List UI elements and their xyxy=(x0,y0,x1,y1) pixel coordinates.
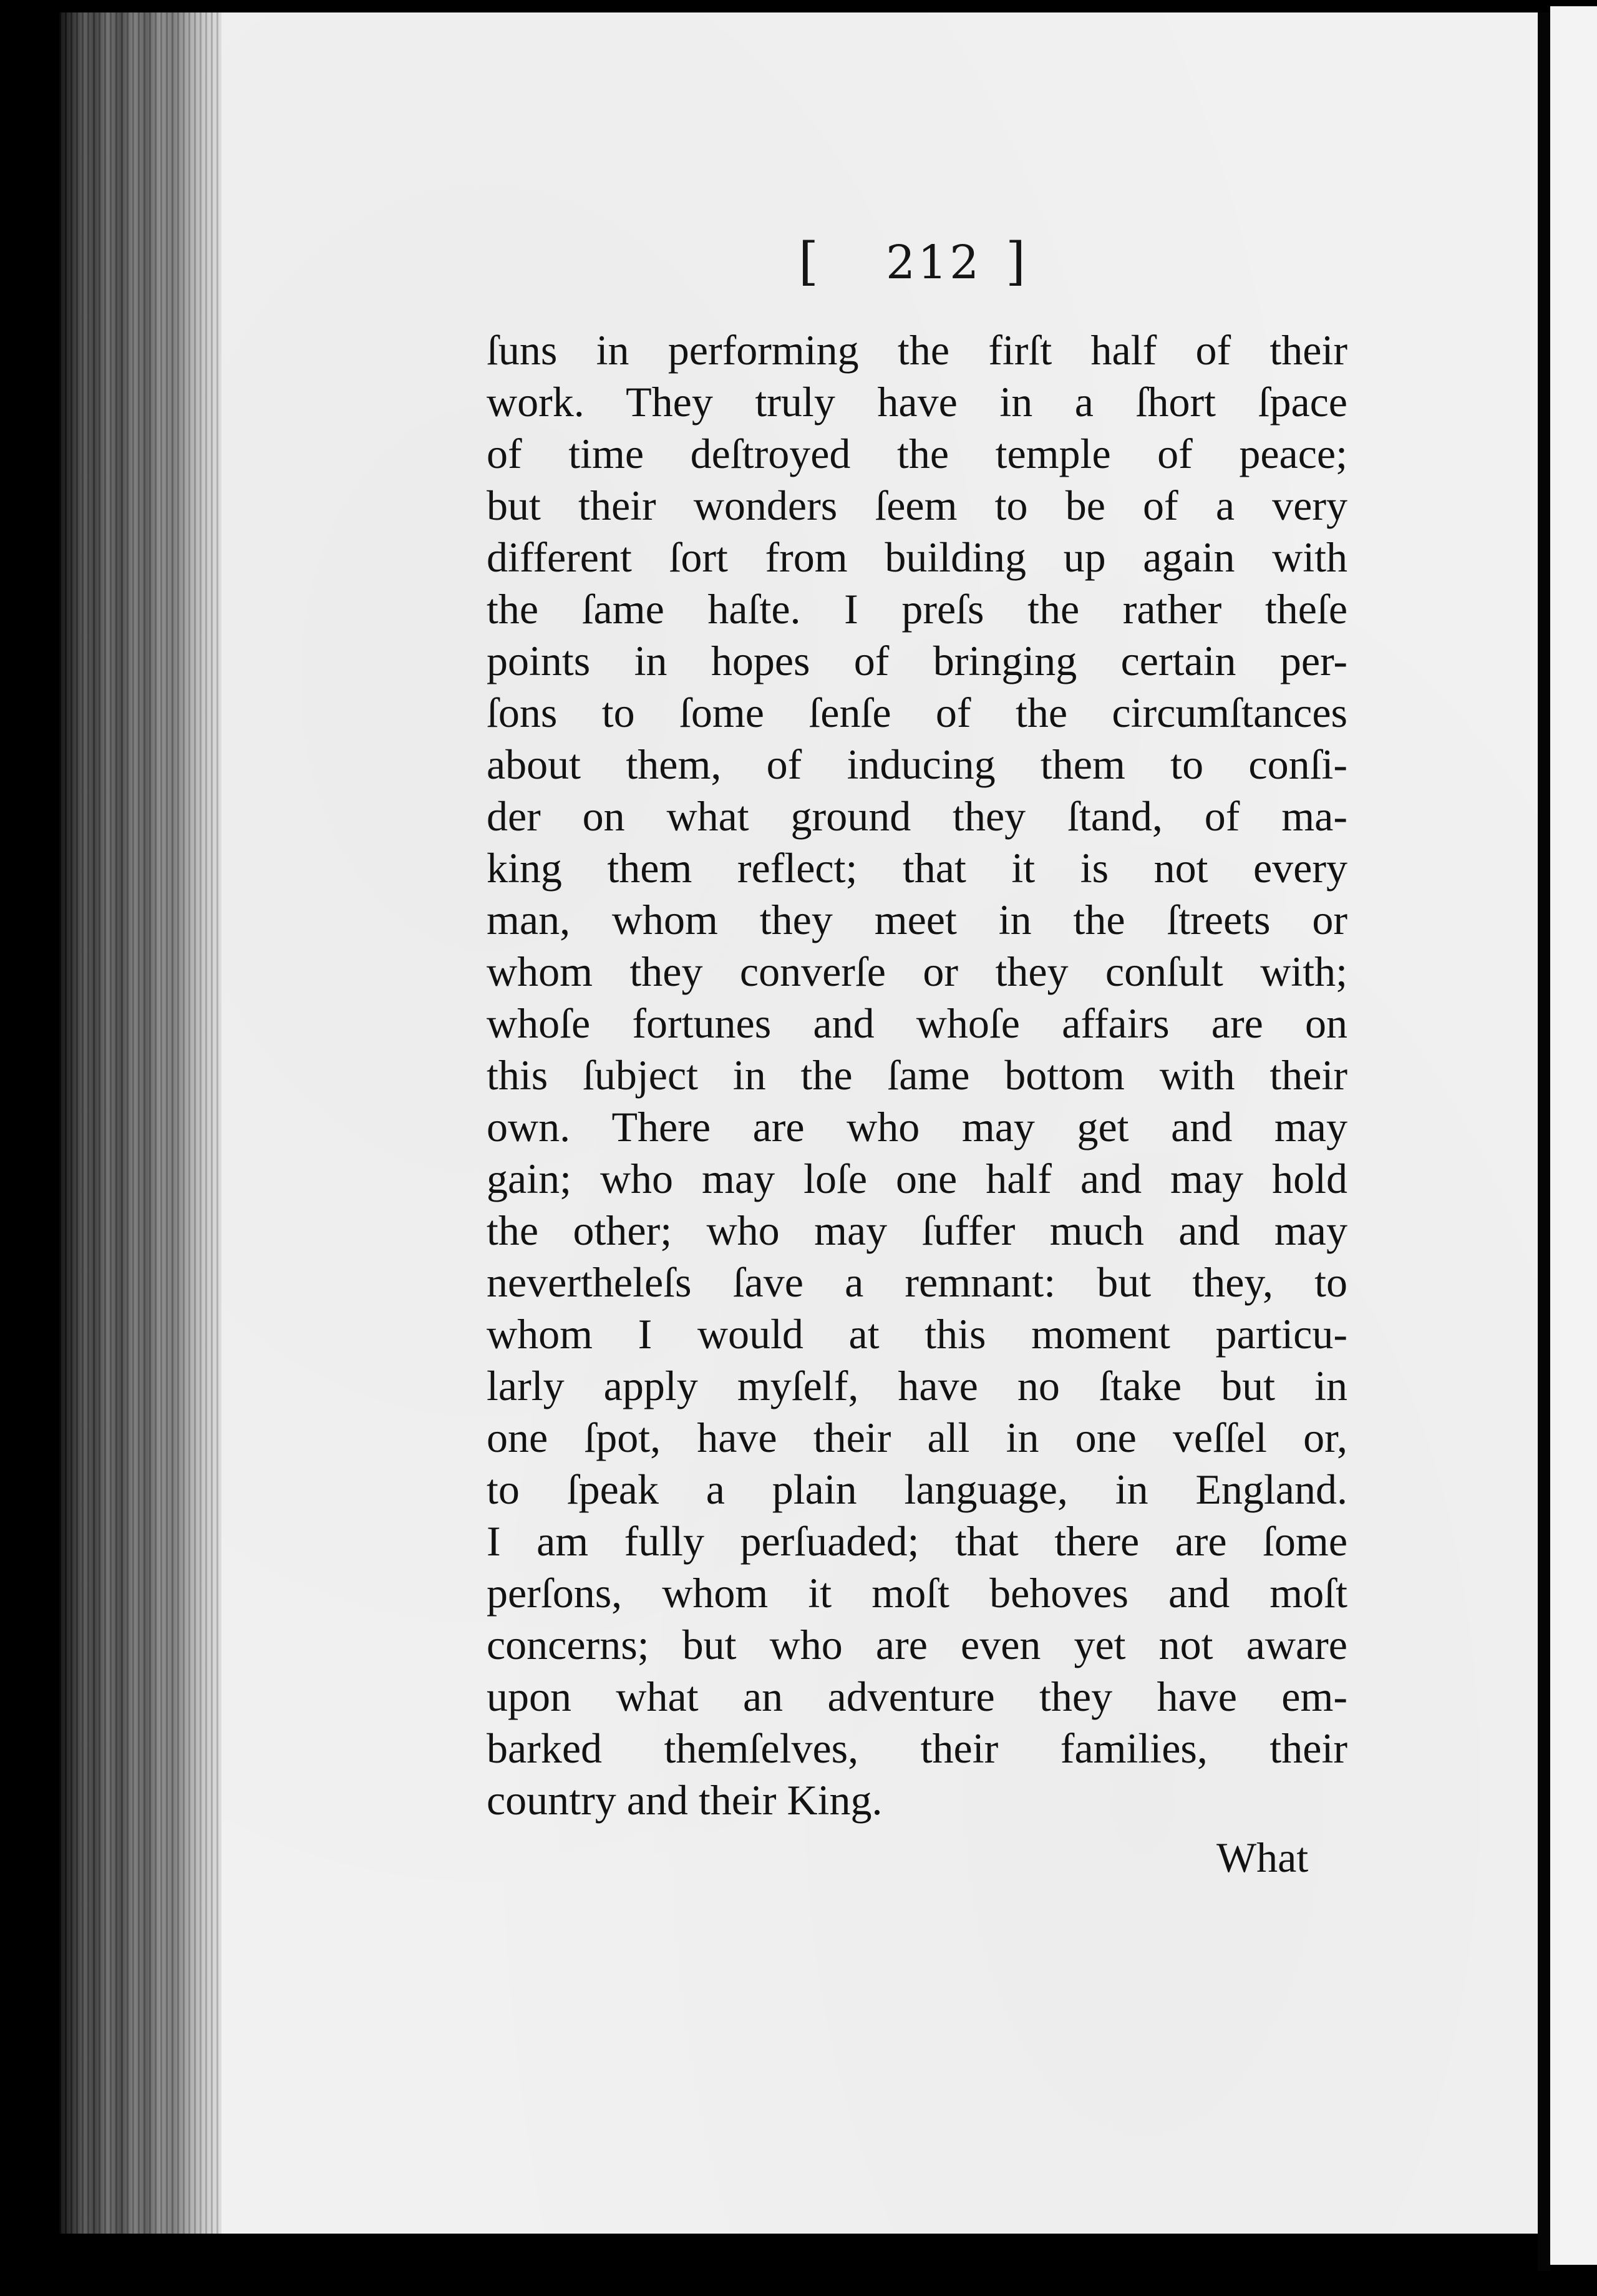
text-line: the other; who may ſuffer much and may xyxy=(487,1207,1347,1254)
text-line: one ſpot, have their all in one veſſel or, xyxy=(487,1414,1347,1461)
text-line: barked themſelves, their families, their xyxy=(487,1724,1347,1772)
text-line: larly apply myſelf, have no ſtake but in xyxy=(487,1362,1347,1409)
text-line: der on what ground they ſtand, of ma- xyxy=(487,792,1347,840)
text-line: perſons, whom it moſt behoves and moſt xyxy=(487,1569,1347,1617)
facing-page-edge xyxy=(1550,6,1597,2265)
running-header xyxy=(798,232,1061,301)
text-line: whom they converſe or they conſult with; xyxy=(487,948,1347,995)
text-line: whoſe fortunes and whoſe affairs are on xyxy=(487,1000,1347,1047)
text-line: concerns; but who are even yet not aware xyxy=(487,1621,1347,1668)
text-line: ſons to ſome ſenſe of the circumſtances xyxy=(487,689,1347,736)
text-line: different ſort from building up again with xyxy=(487,533,1347,581)
text-line: own. There are who may get and may xyxy=(487,1103,1347,1150)
text-line: nevertheleſs ſave a remnant: but they, to xyxy=(487,1258,1347,1306)
text-line: upon what an adventure they have em- xyxy=(487,1673,1347,1720)
text-line: king them reflect; that it is not every xyxy=(487,844,1347,892)
header-right-bracket: ] xyxy=(1006,232,1026,291)
body-text xyxy=(487,324,1347,1826)
text-line: to ſpeak a plain language, in England. xyxy=(487,1466,1347,1513)
text-line: of time deſtroyed the temple of peace; xyxy=(487,430,1347,477)
text-line: about them, of inducing them to conſi- xyxy=(487,741,1347,788)
text-line-last: country and their King. xyxy=(487,1776,883,1824)
page-edge-shadow xyxy=(1538,12,1550,2271)
header-left-bracket: [ xyxy=(798,232,818,291)
text-line: man, whom they meet in the ſtreets or xyxy=(487,896,1347,943)
text-line: the ſame haſte. I preſs the rather theſe xyxy=(487,585,1347,633)
page-number: 212 xyxy=(886,236,982,289)
text-line: work. They truly have in a ſhort ſpace xyxy=(487,378,1347,426)
text-line: but their wonders ſeem to be of a very xyxy=(487,482,1347,529)
text-line: gain; who may loſe one half and may hold xyxy=(487,1155,1347,1202)
catchword: What xyxy=(1216,1834,1309,1881)
text-line: ſuns in performing the firſt half of their xyxy=(487,326,1347,374)
book-gutter-shadow xyxy=(59,12,221,2234)
text-line: this ſubject in the ſame bottom with their xyxy=(487,1051,1347,1099)
text-line: points in hopes of bringing certain per- xyxy=(487,637,1347,684)
text-line: I am fully perſuaded; that there are ſome xyxy=(487,1517,1347,1565)
text-line: whom I would at this moment particu- xyxy=(487,1310,1347,1358)
